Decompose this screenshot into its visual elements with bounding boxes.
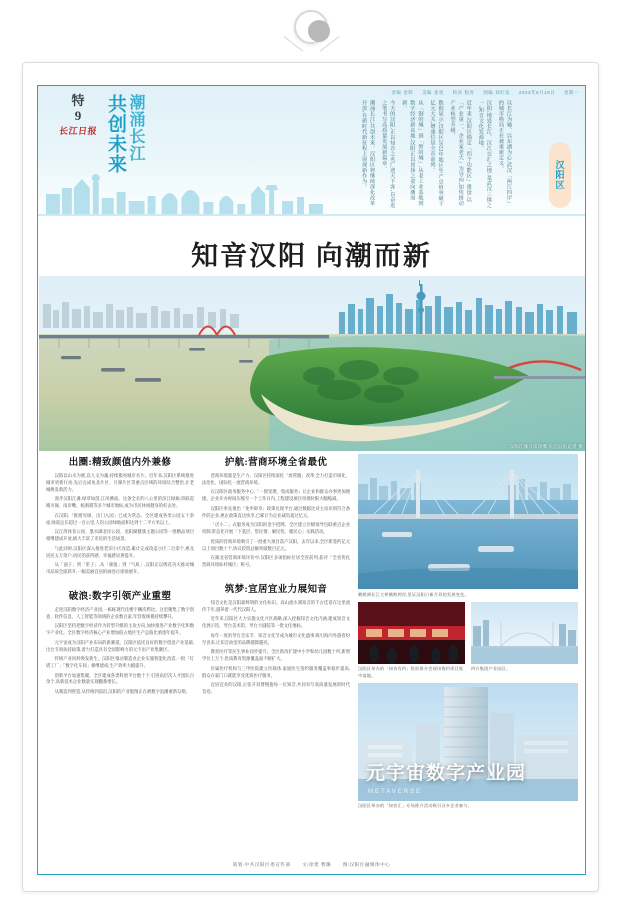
info-photo-editor: 图编 刘红发 bbox=[483, 90, 511, 95]
photo-forum-caption: 汉阳区举办的「知音汇」专场推介活动吸引众多企业参与。 bbox=[358, 803, 473, 809]
masthead-info-strip bbox=[384, 90, 579, 96]
hero-photo bbox=[39, 276, 586, 451]
article-body bbox=[38, 454, 585, 875]
photo-metaverse bbox=[358, 683, 578, 801]
article-2-p4: 「店小二」式服务成为汉阳的金字招牌。全区建立区级领导包联重点企业机制,常态化开展「下基层、察民情、解民忧、暖民心」实践活动。 bbox=[202, 522, 350, 535]
page-tag: 特 bbox=[71, 93, 85, 108]
info-date: 2023年6月19日 bbox=[518, 90, 556, 95]
photo-exhibition-graphic bbox=[358, 602, 465, 664]
lead-col-3: 近年来,汉阳区锚定「四个功能区」建设,以「产业第一、企业家老大」为导向,加快推动产业转型升级。 bbox=[449, 100, 472, 207]
metaverse-overlay-title: 元宇宙数字产业园 bbox=[366, 762, 527, 784]
photo-skyline-caption: 四方集团产业园区。 bbox=[471, 666, 511, 672]
district-badge bbox=[549, 142, 571, 208]
article-4-heading: 筑梦:宜居宜业力展知音 bbox=[224, 584, 328, 595]
photo-row bbox=[358, 602, 578, 664]
magnifier-ring bbox=[294, 10, 328, 44]
masthead-title bbox=[106, 94, 143, 174]
article-4-p6: 宜居宜业的汉阳,正张开双臂拥抱每一位知音,共同书写高质量发展的时代答卷。 bbox=[202, 681, 350, 694]
text-column-1 bbox=[46, 454, 194, 698]
article-1-p5: 与此同时,汉阳区深入推进老旧小区改造,累计完成改造小区二百余个,惠及居民五万余户,居民的获得感、幸福感显著提升。 bbox=[46, 545, 194, 558]
article-1-p6: 从「面子」到「里子」,从「颜值」到「气质」,汉阳正以绣花功夫推动城市品质全面跃升,一幅美丽宜居的画卷正徐徐展开。 bbox=[46, 561, 194, 574]
lead-col-4: 数据显示,汉阳区2022年地区生产总值突破千亿元大关,增速位居全市前列。 bbox=[429, 100, 444, 207]
article-2-p6: 在湖北省营商环境评价中,汉阳区多项指标位居全省前列,获评「全省优化营商环境标杆城区」称号。 bbox=[202, 555, 350, 567]
article-2-p5: 优质的营商环境吸引了一批重大项目落户汉阳。去年以来,全区新签约亿元以上项目数十个,协议投资总额突破数百亿元。 bbox=[202, 538, 350, 551]
text-column-2 bbox=[202, 454, 350, 698]
article-2-p3: 汉阳区率先推出「免申即享」政策兑现平台,通过数据比对主动识别符合条件的企业,惠企政策直达快享,已累计为企业减负超过亿元。 bbox=[202, 505, 350, 518]
article-3-p3: 元宇宙成为汉阳产业布局的新赛道。汉阳区依托良好的数字创意产业基础,出台专项扶持政策,着力打造具有全国影响力的元宇宙产业集聚区。 bbox=[46, 639, 194, 652]
article-3-p4: 传统产业同样焕发新生。汉阳区推动制造业企业实施智能化改造,一批「灯塔工厂」「数字化车间」相继建成,生产效率大幅提升。 bbox=[46, 656, 194, 669]
article-1-heading: 出圈:精致颜值内外兼修 bbox=[68, 458, 172, 468]
article-3-p5: 创新平台加速集聚。全区建成各类科创平台数十个,引进高层次人才团队百余个,高新技术企业数量实现翻番增长。 bbox=[46, 672, 194, 685]
photo-skyline-graphic bbox=[471, 602, 578, 664]
newspaper-page bbox=[37, 85, 586, 875]
article-4-p5: 区属医疗机构与三甲医院建立医联体,家庭医生签约服务覆盖率稳步提高,群众在家门口就能享受优质医疗服务。 bbox=[202, 665, 350, 678]
page-number: 9 bbox=[74, 107, 82, 123]
newspaper-page-sheet[interactable] bbox=[22, 62, 599, 892]
article-4-p3: 每年一度的琴台音乐节、知音文化节成为城市文化盛事,吸引海内外游客纷至沓来,让知音故里的品牌越擦越亮。 bbox=[202, 632, 350, 645]
photo-bridge-caption: 鹦鹉洲长江大桥横跨两岸,见证汉阳日新月异的发展变化。 bbox=[358, 591, 469, 597]
credit-text-by: 文/徐建 曹璐 bbox=[302, 862, 332, 867]
paper-logo: 长江日报 bbox=[58, 126, 98, 137]
district-badge-label: 汉阳区 bbox=[554, 160, 565, 190]
lead-col-1: 以长江为轴、以东湖为心,武汉「两江四岸」的城市格局正在被重新定义。 bbox=[497, 100, 512, 207]
page-marker bbox=[48, 94, 108, 137]
article-2-p1: 营商环境就是生产力。汉阳区持续深化「放管服」改革,全力打造市场化、法治化、国际化一流营商环境。 bbox=[202, 473, 350, 485]
lead-col-7: 潮涌长江,共创未来。汉阳区将继续深化改革开放,在新时代新征程上展现新作为。 bbox=[361, 100, 376, 207]
photo-bridge bbox=[358, 454, 578, 589]
masthead-title-sub: 潮涌长江 bbox=[127, 94, 144, 162]
article-3-p1: 走进汉阳数字经济产业园,一栋栋现代化楼宇鳞次栉比。这里聚集了数字创意、软件信息、人工智能等领域的企业数百家,年营收规模持续攀升。 bbox=[46, 606, 194, 619]
article-1-p2: 漫步汉阳江滩,绿草如茵,江风拂面。这条全长约八公里的滨江绿廊,串联起晴川阁、南岸嘴、杨泗港等多个城市地标,成为市民休闲健身的好去处。 bbox=[46, 496, 194, 509]
article-4-p4: 教育医疗等民生事业同步提升。全区新改扩建中小学和幼儿园数十所,新增学位上万个,优质教育资源覆盖面不断扩大。 bbox=[202, 649, 350, 662]
info-designer: 美编 张勇 bbox=[422, 90, 444, 95]
magnifier-icon[interactable] bbox=[288, 8, 334, 54]
article-1-p1: 汉阳以山水为底,以人文为魂,持续擦亮城市名片。近年来,汉阳区系统推进城市更新行动,先后完成龟北片区、月湖片区等重点区域的环境综合整治,让老城焕发新活力。 bbox=[46, 473, 194, 492]
masthead-title-main: 共创未来 bbox=[105, 94, 126, 174]
photo-skyline bbox=[471, 602, 578, 664]
photo-exhibition-caption: 汉阳区举办的「知音有约」投资推介会现场签约项目集中落地。 bbox=[358, 666, 464, 678]
lead-col-6: 今天的汉阳,正以知音之名广迎天下客,以奋进之笔书写高质量发展新篇章。 bbox=[381, 100, 396, 208]
lead-col-2: 汉阳,地处长江、汉江交汇之地,是武汉三镇之一,知音文化发源地。 bbox=[477, 100, 492, 208]
article-3-p2: 汉阳区坚持把数字经济作为转型升级的主攻方向,加快推进产业数字化和数字产业化。全区数字经济核心产业增加值占地区生产总值比重逐年提升。 bbox=[46, 623, 194, 636]
photo-column bbox=[358, 454, 578, 814]
photo-exhibition bbox=[358, 602, 465, 664]
photo-caption-row bbox=[358, 664, 578, 683]
lead-col-5: 从「钢的城」到「智的城」,从老工业基地到数字经济新高地,汉阳正以昂扬之姿向潮而新。 bbox=[401, 100, 424, 207]
credit-line bbox=[38, 862, 585, 868]
masthead bbox=[38, 86, 585, 232]
info-weekday: 星期一 bbox=[564, 90, 579, 95]
article-2-p2: 在汉阳区政务服务中心,「一窗受理、集成服务」让企业和群众办事更加便捷。企业开办时间压缩至一个工作日内,工程建设项目审批时限大幅缩减。 bbox=[202, 489, 350, 502]
viewer-toolbar bbox=[0, 0, 621, 60]
hero-photo-graphic bbox=[39, 276, 586, 451]
article-1-p4: 汉江湾体育公园、墨水湖北岸公园、龙阳湖健康主题公园等一批精品项目相继建成开放,极大丰富了市民的生活场景。 bbox=[46, 529, 194, 542]
article-4-p2: 近年来,汉阳区大力实施文化兴区战略,深入挖掘知音文化内涵,建成知音文化展示馆、琴台美术馆、琴台大剧院等一批文化地标。 bbox=[202, 616, 350, 629]
info-editor: 责编 金辉 bbox=[391, 90, 414, 95]
credit-photo-by: 图/汉阳区融媒体中心 bbox=[342, 862, 391, 867]
article-1-p3: 在汉阳,「推窗见绿、出门入园」已成为常态。全区建成各类公园五十余座,绿道总长超过一百公里,人均公园绿地面积达到十二平方米以上。 bbox=[46, 512, 194, 525]
info-proofreader: 校对 程青 bbox=[452, 90, 475, 95]
photo-bridge-graphic bbox=[358, 454, 578, 589]
article-3-p6: 从制造到智造,从传统到前沿,汉阳的产业版图正在被数字浪潮重新勾勒。 bbox=[54, 688, 190, 694]
article-2-heading: 护航:营商环境全省最优 bbox=[224, 458, 328, 468]
article-4-p1: 知音文化是汉阳最鲜明的文化标识。高山流水遇知音的千古佳话在这里流传千年,滋养着一代代汉阳人。 bbox=[202, 599, 350, 612]
metaverse-overlay-sub: METAVERSE bbox=[368, 788, 423, 795]
credit-planner: 策划:中共汉阳区委宣传部 bbox=[232, 862, 291, 867]
hero-photo-caption: 汉阳江滩与南岸嘴 长江日报记者 摄 bbox=[509, 444, 583, 449]
page-headline: 知音汉阳 向潮而新 bbox=[191, 241, 432, 271]
magnifier-lens bbox=[308, 20, 330, 42]
masthead-lead-text bbox=[360, 100, 513, 208]
article-3-heading: 破浪:数字引领产业重塑 bbox=[68, 591, 172, 602]
